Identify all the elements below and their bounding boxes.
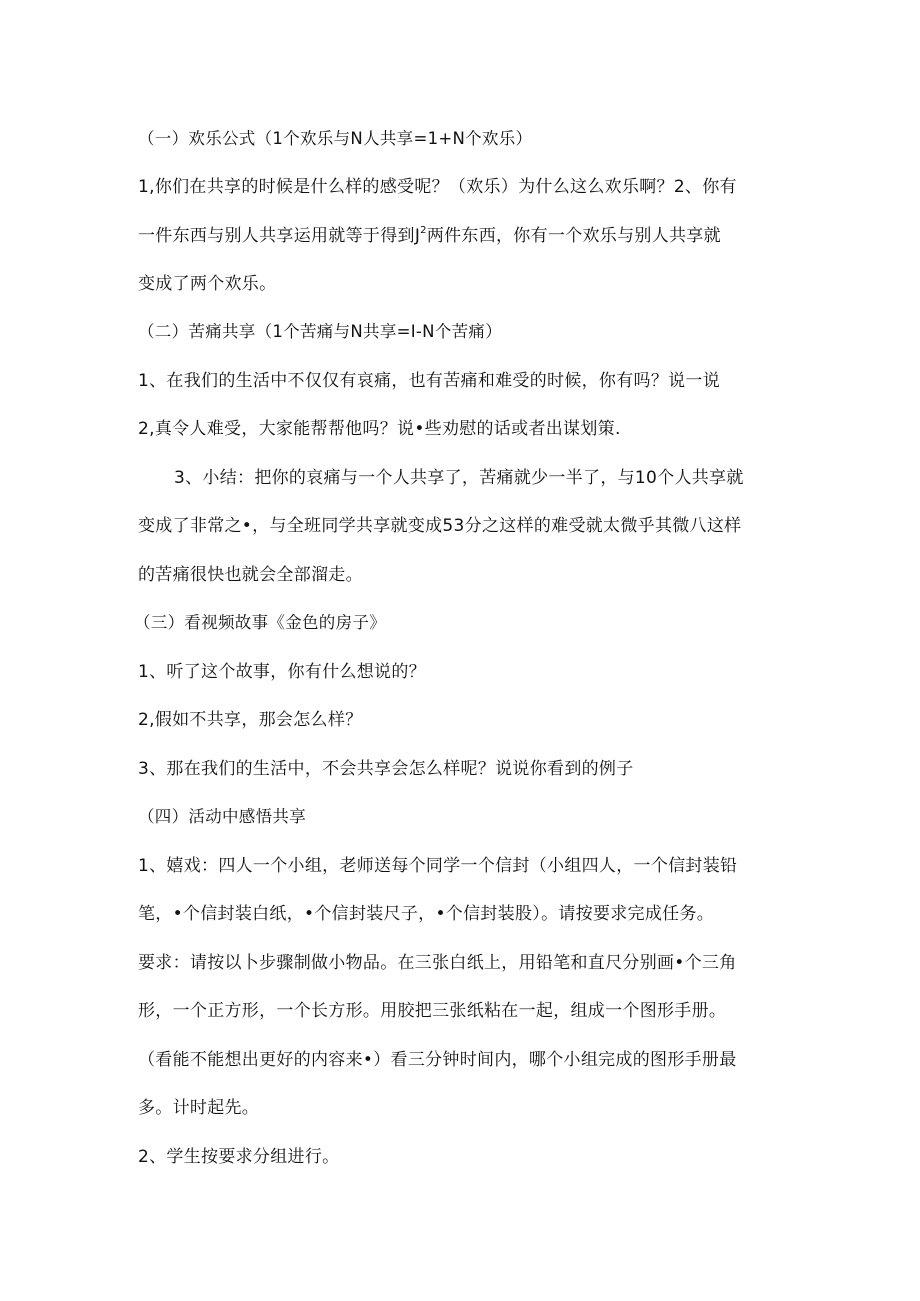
symbol-j: J xyxy=(414,226,421,246)
paragraph-line: 变成了非常之•，与全班同学共享就变成53分之这样的难受就太微乎其微八这样 xyxy=(138,516,742,536)
paragraph-line: （看能不能想出更好的内容来•）看三分钟时间内，哪个小组完成的图形手册最 xyxy=(138,1050,737,1070)
paragraph-line: 3、那在我们的生活中，不会共享会怎么样呢？说说你看到的例子 xyxy=(138,759,634,779)
paragraph-line xyxy=(138,224,788,248)
paragraph-line: 形，一个正方形，一个长方形。用胶把三张纸粘在一起，组成一个图形手册。 xyxy=(138,1001,727,1021)
text-segment: 两件东西，你有一个欢乐与别人共享就 xyxy=(426,226,721,246)
paragraph-line: 2、学生按要求分组进行。 xyxy=(138,1147,340,1167)
paragraph-line: 的苦痛很快也就会全部溜走。 xyxy=(138,565,363,585)
paragraph-line: 1、嬉戏：四人一个小组，老师送每个同学一个信封（小组四人，一个信封装铅 xyxy=(138,856,738,876)
paragraph-line: 笔，•个信封装白纸，•个信封装尺子，•个信封装股）。请按要求完成任务。 xyxy=(138,904,715,924)
section-heading-1: （一）欢乐公式（1个欢乐与N人共享=1+N个欢乐） xyxy=(138,129,533,148)
paragraph-line: 2,真令人难受，大家能帮帮他吗？说•些劝慰的话或者出谋划策. xyxy=(138,419,621,439)
superscript: 2 xyxy=(420,225,427,237)
paragraph-line: 变成了两个欢乐。 xyxy=(138,274,277,294)
paragraph-line: 多。计时起先。 xyxy=(138,1098,260,1118)
section-heading-3: （三）看视频故事《金色的房子》 xyxy=(134,613,386,632)
section-heading-2: （二）苦痛共享（1个苦痛与N共享=I-N个苦痛） xyxy=(138,322,503,341)
paragraph-line: 1、听了这个故事，你有什么想说的？ xyxy=(138,662,426,682)
text-segment: 一件东西与别人共享运用就等于得到 xyxy=(138,226,415,246)
section-heading-4: （四）活动中感悟共享 xyxy=(138,807,306,826)
paragraph-line: 1、在我们的生活中不仅仅有哀痛，也有苦痛和难受的时候，你有吗？说一说 xyxy=(138,371,721,391)
paragraph-line: 2,假如不共享，那会怎么样？ xyxy=(138,710,363,730)
paragraph-line: 3、小结：把你的哀痛与一个人共享了，苦痛就少一半了，与10个人共享就 xyxy=(174,468,744,488)
paragraph-line: 1,你们在共享的时候是什么样的感受呢？（欢乐）为什么这么欢乐啊？2、你有 xyxy=(138,177,737,197)
paragraph-line: 要求：请按以卜步骤制做小物品。在三张白纸上，用铅笔和直尺分别画•个三角 xyxy=(138,953,737,973)
